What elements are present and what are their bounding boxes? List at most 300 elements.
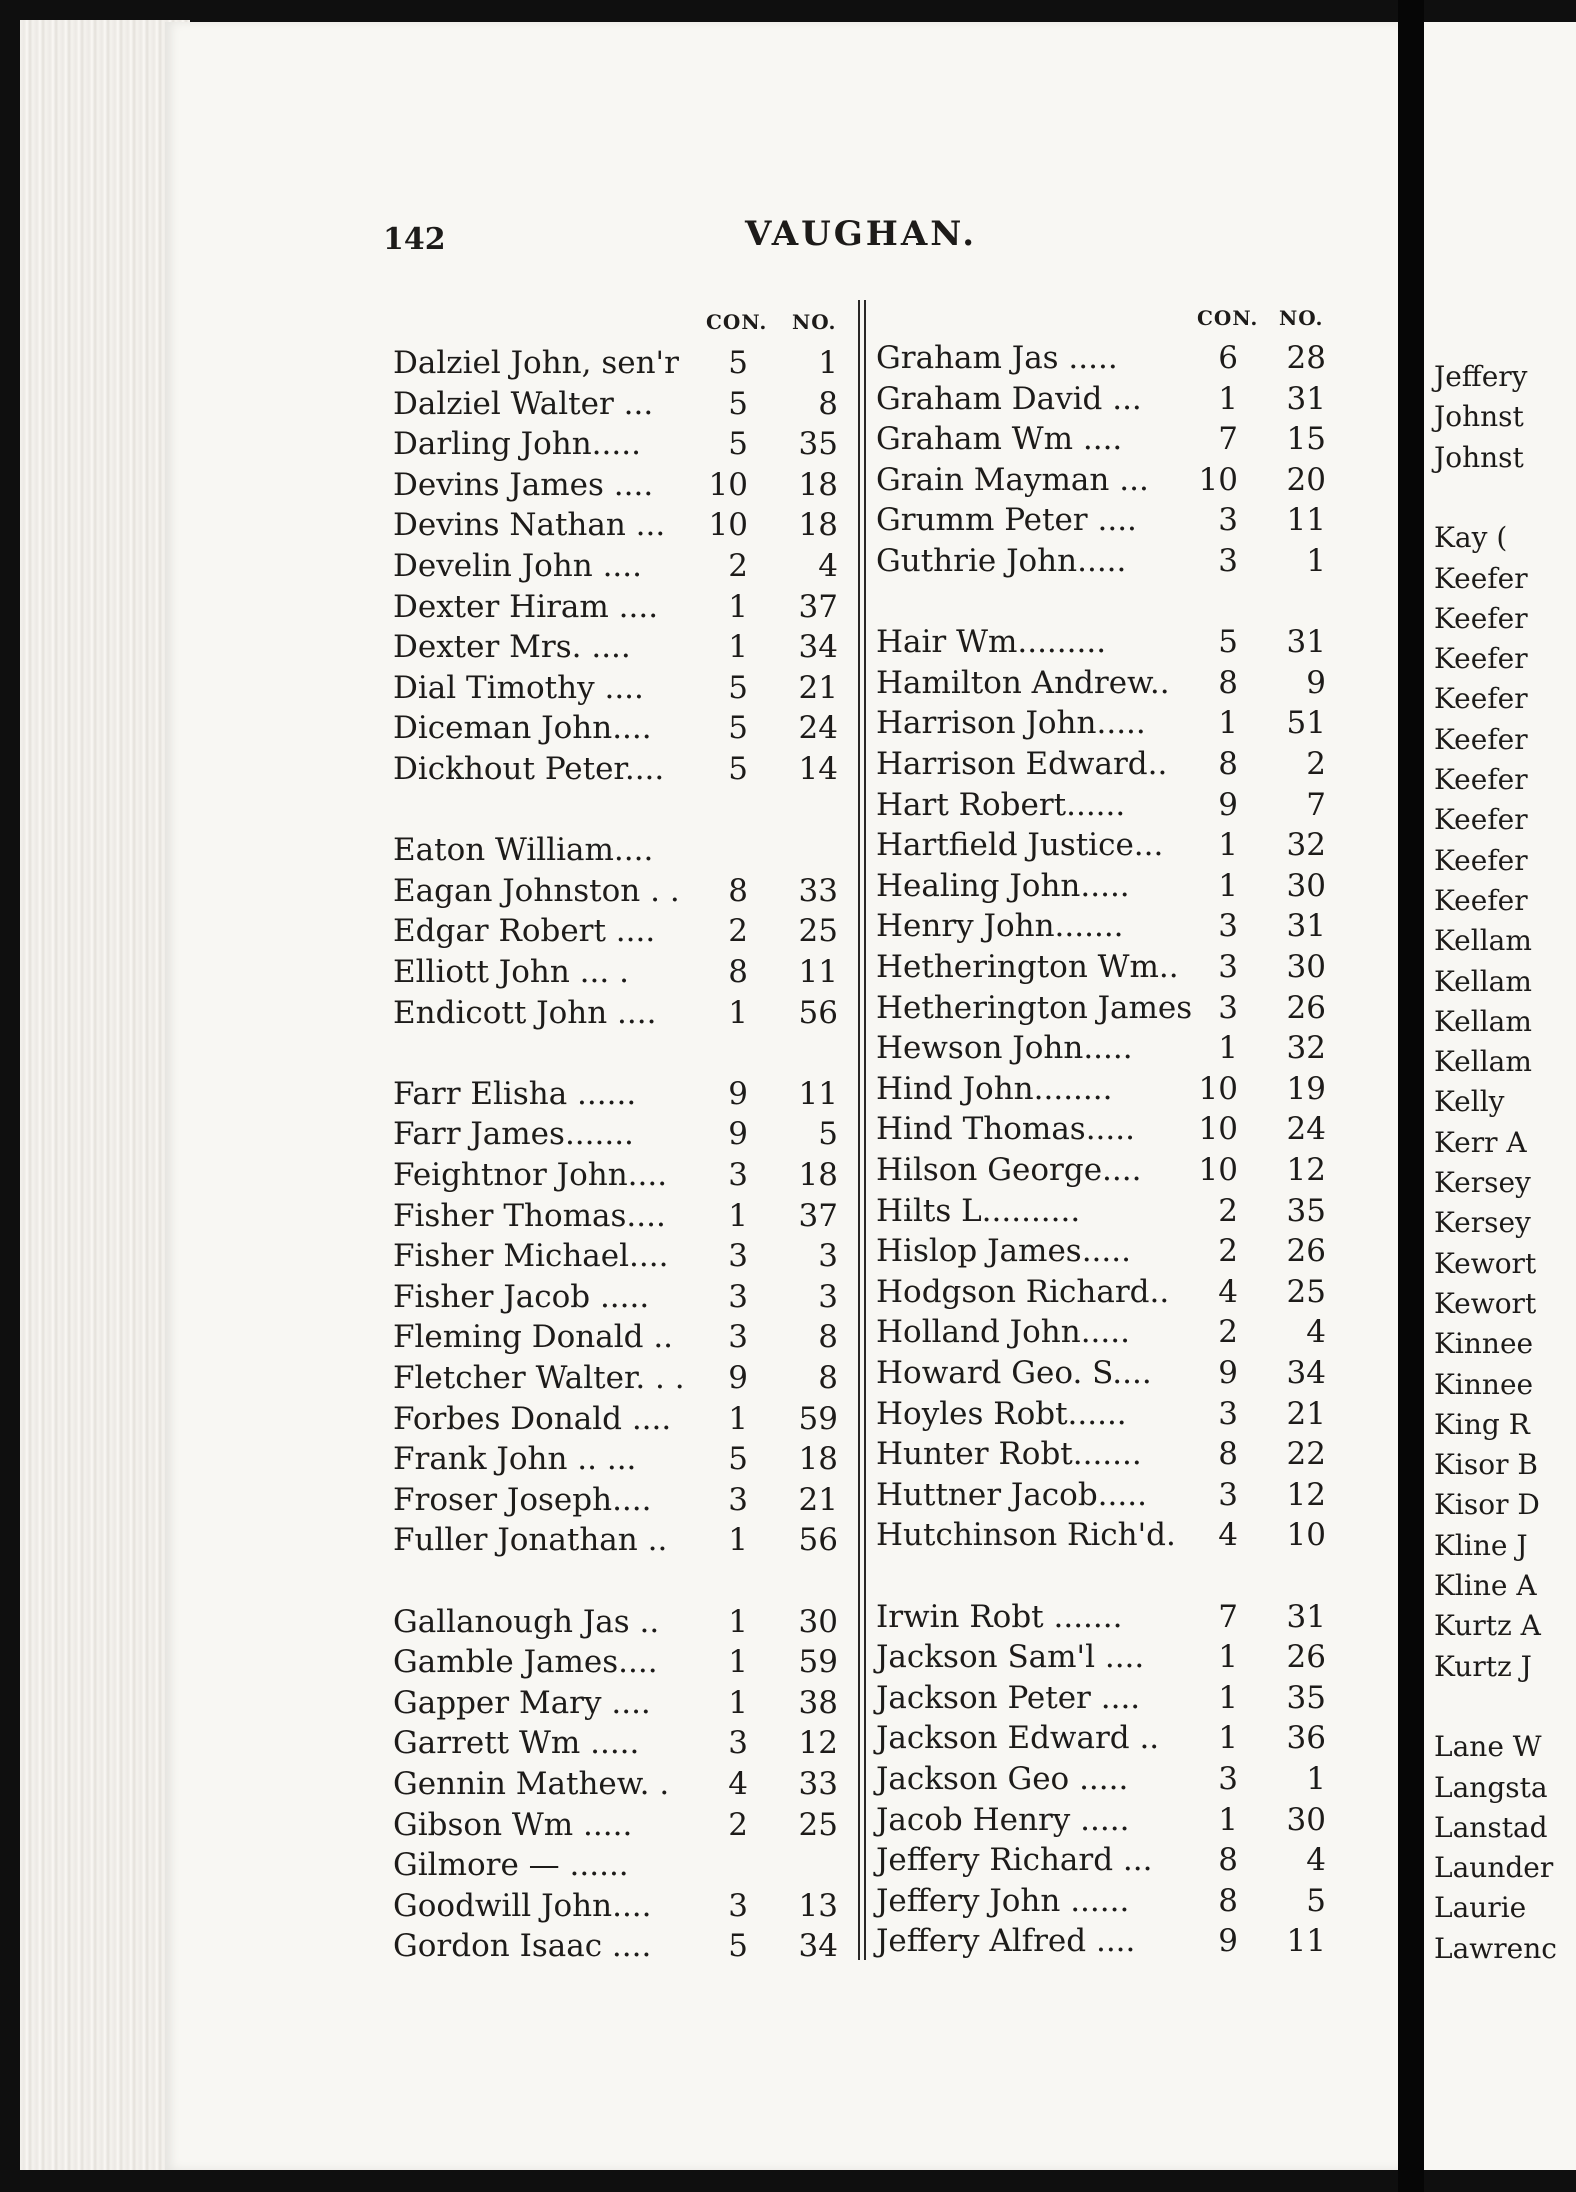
entry-lot-number: 1 [1306, 1761, 1326, 1797]
entry-lot-number: 32 [1286, 827, 1326, 864]
entry-lot-number: 4 [1306, 1314, 1326, 1351]
entry-name: Hamilton Andrew.. [876, 664, 1170, 701]
entry-name: Gapper Mary .... [393, 1684, 651, 1721]
entry-lot-number: 25 [798, 1806, 838, 1843]
entry-name: Irwin Robt ....... [876, 1598, 1123, 1635]
entry-lot-number: 24 [1286, 1111, 1326, 1148]
directory-entry [393, 1807, 838, 1847]
clipped-entry: Jeffery [1434, 360, 1528, 393]
directory-entry [876, 1680, 1326, 1720]
entry-lot-number: 1 [1306, 543, 1326, 579]
entry-name: Feightnor John.... [393, 1157, 668, 1193]
directory-entry [876, 502, 1326, 542]
directory-entry [876, 1842, 1326, 1882]
entry-concession: 3 [1218, 949, 1238, 985]
entry-concession: 8 [728, 872, 748, 909]
entry-concession: 8 [1218, 1842, 1238, 1879]
entry-name: Dexter Hiram .... [393, 588, 659, 625]
entry-lot-number: 59 [798, 1644, 838, 1681]
entry-lot-number: 30 [1286, 1801, 1326, 1838]
entry-concession: 5 [728, 751, 748, 787]
entry-lot-number: 1 [818, 345, 838, 381]
entry-lot-number: 32 [1286, 1030, 1326, 1067]
entry-concession: 2 [728, 913, 748, 950]
entry-name: Dalziel John, sen'r [393, 345, 679, 381]
entry-concession: 8 [1218, 1882, 1238, 1919]
entry-lot-number: 35 [1286, 1192, 1326, 1229]
entry-concession: 1 [1218, 705, 1238, 742]
directory-entry [876, 990, 1326, 1030]
entry-name: Dial Timothy .... [393, 669, 644, 706]
entry-concession: 9 [1218, 786, 1238, 823]
right-page-clipped [1424, 22, 1576, 2170]
entry-lot-number: 11 [798, 1075, 838, 1112]
entry-name: Hilts L.......... [876, 1192, 1081, 1229]
clipped-entry: Kisor B [1434, 1448, 1538, 1482]
entry-concession: 4 [728, 1766, 748, 1802]
directory-entry [876, 1396, 1326, 1436]
directory-entry [393, 1441, 838, 1481]
entry-concession: 3 [728, 1319, 748, 1356]
entry-concession: 2 [1218, 1192, 1238, 1229]
clipped-entry: Kurtz A [1434, 1609, 1541, 1643]
entry-lot-number: 2 [1306, 746, 1326, 782]
entry-concession: 10 [1198, 1152, 1238, 1188]
entry-name: Froser Joseph.... [393, 1481, 652, 1518]
entry-concession: 8 [728, 954, 748, 990]
entry-lot-number: 3 [818, 1238, 838, 1275]
entry-name: Fleming Donald .. [393, 1319, 674, 1356]
entry-name: Hind John........ [876, 1070, 1113, 1107]
directory-entry [876, 1314, 1326, 1354]
entry-lot-number: 33 [798, 872, 838, 909]
entry-lot-number: 56 [798, 1522, 838, 1559]
clipped-entry: Kline A [1434, 1569, 1537, 1602]
entry-concession: 3 [1218, 1395, 1238, 1432]
clipped-entry: Kinnee [1434, 1367, 1534, 1401]
entry-concession: 8 [1218, 664, 1238, 701]
directory-entry [393, 1766, 838, 1806]
entry-lot-number: 30 [1286, 949, 1326, 985]
directory-entry [876, 543, 1326, 583]
entry-name: Hodgson Richard.. [876, 1273, 1170, 1310]
directory-entry [393, 670, 838, 710]
entry-name: Elliott John ... . [393, 954, 629, 990]
directory-entry [876, 421, 1326, 461]
column-rule [858, 300, 860, 1960]
entry-lot-number: 14 [798, 751, 838, 787]
entry-lot-number: 8 [818, 385, 838, 422]
entry-name: Healing John..... [876, 867, 1130, 904]
entry-lot-number: 34 [798, 1928, 838, 1965]
entry-lot-number: 3 [818, 1278, 838, 1315]
entry-name: Gamble James.... [393, 1644, 658, 1681]
entry-lot-number: 21 [798, 669, 838, 706]
entry-lot-number: 21 [1286, 1395, 1326, 1432]
entry-name: Hetherington James [876, 989, 1193, 1026]
entry-lot-number: 4 [1306, 1842, 1326, 1879]
clipped-entry: Kellam [1434, 924, 1532, 958]
entry-concession: 3 [728, 1238, 748, 1275]
entry-lot-number: 11 [1286, 502, 1326, 539]
entry-lot-number: 13 [798, 1887, 838, 1924]
entry-name: Graham Jas ..... [876, 340, 1118, 376]
entry-name: Eagan Johnston . . [393, 872, 680, 909]
clipped-entry: Kewort [1434, 1286, 1537, 1320]
entry-concession: 1 [728, 1197, 748, 1234]
directory-entry [393, 589, 838, 629]
directory-entry [393, 1644, 838, 1684]
directory-entry [393, 1360, 838, 1400]
clipped-entry: Keefer [1434, 883, 1528, 917]
con-header: CON. [706, 310, 768, 334]
directory-entry [393, 913, 838, 953]
directory-entry [876, 1355, 1326, 1395]
entry-lot-number: 31 [1286, 624, 1326, 661]
entry-concession: 10 [1198, 461, 1238, 498]
entry-concession: 7 [1218, 1598, 1238, 1635]
con-header: CON. [1197, 306, 1259, 330]
book-gutter [1398, 0, 1424, 2192]
entry-concession: 5 [728, 710, 748, 747]
entry-name: Gordon Isaac .... [393, 1928, 652, 1965]
entry-name: Diceman John.... [393, 710, 652, 747]
entry-name: Hind Thomas..... [876, 1111, 1135, 1148]
clipped-entry: Kersey [1434, 1166, 1531, 1199]
entry-name: Jackson Edward .. [876, 1720, 1160, 1757]
clipped-entry: Kellam [1434, 964, 1532, 998]
entry-concession: 3 [1218, 502, 1238, 539]
clipped-entry: Kline J [1434, 1528, 1528, 1562]
entry-name: Gallanough Jas .. [393, 1603, 660, 1640]
clipped-entry: Keefer [1434, 803, 1528, 837]
entry-concession: 10 [1198, 1070, 1238, 1107]
directory-entry [876, 1477, 1326, 1517]
entry-concession: 9 [728, 1360, 748, 1396]
directory-entry [393, 467, 838, 507]
entry-concession: 3 [1218, 989, 1238, 1026]
entry-concession: 1 [1218, 1801, 1238, 1838]
clipped-entry: Keefer [1434, 642, 1528, 676]
entry-concession: 1 [728, 629, 748, 666]
entry-lot-number: 8 [818, 1360, 838, 1396]
entry-concession: 9 [728, 1075, 748, 1112]
entry-lot-number: 5 [1306, 1882, 1326, 1919]
entry-concession: 3 [728, 1887, 748, 1924]
entry-concession: 1 [728, 1684, 748, 1721]
directory-entry [876, 1193, 1326, 1233]
directory-entry [876, 787, 1326, 827]
directory-entry [393, 1157, 838, 1197]
directory-entry [876, 827, 1326, 867]
entry-name: Hair Wm......... [876, 624, 1107, 661]
clipped-entry: Keefer [1434, 601, 1528, 635]
entry-lot-number: 51 [1286, 705, 1326, 742]
entry-lot-number: 25 [1286, 1273, 1326, 1310]
entry-lot-number: 35 [1286, 1679, 1326, 1716]
column-rule [864, 300, 866, 1960]
entry-name: Dickhout Peter.... [393, 751, 665, 787]
clipped-entry: Kinnee [1434, 1327, 1534, 1361]
no-header: NO. [792, 310, 837, 334]
directory-entry [393, 1888, 838, 1928]
entry-concession: 2 [728, 1806, 748, 1843]
entry-lot-number: 18 [798, 507, 838, 544]
entry-concession: 5 [728, 669, 748, 706]
entry-concession: 3 [728, 1481, 748, 1518]
directory-entry [876, 381, 1326, 421]
entry-concession: 1 [728, 1400, 748, 1437]
directory-entry [393, 548, 838, 588]
entry-lot-number: 18 [798, 1157, 838, 1193]
entry-name: Jackson Sam'l .... [876, 1639, 1145, 1676]
entry-lot-number: 8 [818, 1319, 838, 1356]
entry-lot-number: 12 [798, 1725, 838, 1762]
entry-name: Guthrie John..... [876, 543, 1127, 579]
directory-entry [876, 1152, 1326, 1192]
directory-entry [393, 1604, 838, 1644]
clipped-entry: Kurtz J [1434, 1649, 1532, 1683]
entry-lot-number: 28 [1286, 340, 1326, 376]
entry-name: Jackson Peter .... [876, 1679, 1141, 1716]
entry-lot-number: 37 [798, 1197, 838, 1234]
entry-concession: 3 [1218, 543, 1238, 579]
entry-lot-number: 34 [798, 629, 838, 666]
entry-concession: 1 [1218, 380, 1238, 417]
directory-entry [876, 1517, 1326, 1557]
clipped-entry: Keefer [1434, 763, 1528, 796]
entry-lot-number: 26 [1286, 1233, 1326, 1270]
clipped-entry: Lanstad [1434, 1810, 1548, 1844]
entry-concession: 1 [1218, 1639, 1238, 1676]
entry-concession: 4 [1218, 1273, 1238, 1310]
entry-lot-number: 11 [1286, 1923, 1326, 1960]
directory-entry [393, 1847, 838, 1887]
entry-name: Hoyles Robt...... [876, 1395, 1127, 1432]
directory-entry [393, 345, 838, 385]
directory-entry [876, 1599, 1326, 1639]
entry-name: Harrison Edward.. [876, 746, 1168, 782]
directory-entry [876, 868, 1326, 908]
directory-entry [876, 1802, 1326, 1842]
directory-entry [876, 705, 1326, 745]
directory-entry [393, 507, 838, 547]
entry-lot-number: 24 [798, 710, 838, 747]
entry-concession: 10 [1198, 1111, 1238, 1148]
entry-concession: 8 [1218, 746, 1238, 782]
entry-concession: 3 [1218, 908, 1238, 945]
directory-entry [393, 1725, 838, 1765]
directory-entry [393, 1401, 838, 1441]
entry-lot-number: 20 [1286, 461, 1326, 498]
directory-entry [393, 873, 838, 913]
entry-name: Hilson George.... [876, 1152, 1142, 1188]
entry-concession: 1 [728, 1603, 748, 1640]
entry-concession: 1 [728, 994, 748, 1031]
clipped-entry: Launder [1434, 1851, 1554, 1885]
entry-concession: 2 [1218, 1314, 1238, 1351]
directory-entry [393, 1076, 838, 1116]
entry-lot-number: 31 [1286, 908, 1326, 945]
no-header: NO. [1279, 306, 1324, 330]
directory-entry [393, 1482, 838, 1522]
entry-name: Henry John....... [876, 908, 1124, 945]
entry-name: Fisher Thomas.... [393, 1197, 666, 1234]
clipped-entry: Kay ( [1434, 521, 1508, 555]
entry-lot-number: 35 [798, 426, 838, 463]
entry-concession: 2 [728, 548, 748, 584]
directory-entry [876, 1883, 1326, 1923]
clipped-entry: Kerr A [1434, 1125, 1527, 1159]
entry-lot-number: 7 [1306, 786, 1326, 823]
entry-concession: 3 [1218, 1761, 1238, 1797]
entry-lot-number: 38 [798, 1684, 838, 1721]
entry-lot-number: 26 [1286, 1639, 1326, 1676]
entry-name: Develin John .... [393, 548, 642, 584]
entry-name: Jacob Henry ..... [876, 1801, 1130, 1838]
directory-entry [876, 1030, 1326, 1070]
directory-entry [876, 746, 1326, 786]
entry-lot-number: 15 [1286, 421, 1326, 458]
clipped-entry: Kelly [1434, 1085, 1505, 1119]
entry-lot-number: 56 [798, 994, 838, 1031]
entry-name: Grain Mayman ... [876, 461, 1149, 498]
entry-name: Farr James....... [393, 1116, 634, 1153]
entry-concession: 9 [1218, 1355, 1238, 1391]
entry-name: Holland John..... [876, 1314, 1130, 1351]
directory-entry [876, 1233, 1326, 1273]
entry-concession: 3 [728, 1278, 748, 1315]
entry-lot-number: 22 [1286, 1436, 1326, 1473]
entry-concession: 5 [728, 1928, 748, 1965]
clipped-entry: Langsta [1434, 1770, 1548, 1804]
entry-lot-number: 30 [1286, 867, 1326, 904]
entry-name: Graham David ... [876, 380, 1142, 417]
entry-name: Hewson John..... [876, 1030, 1133, 1067]
entry-name: Dexter Mrs. .... [393, 629, 631, 666]
entry-lot-number: 30 [798, 1603, 838, 1640]
entry-lot-number: 18 [798, 466, 838, 503]
directory-entry [876, 1111, 1326, 1151]
entry-name: Harrison John..... [876, 705, 1146, 742]
directory-entry [393, 1238, 838, 1278]
directory-entry [393, 1685, 838, 1725]
entry-concession: 10 [708, 466, 748, 503]
entry-lot-number: 11 [798, 954, 838, 990]
entry-concession: 1 [1218, 827, 1238, 864]
directory-entry [393, 1279, 838, 1319]
entry-name: Endicott John .... [393, 994, 657, 1031]
entry-name: Devins Nathan ... [393, 507, 666, 544]
page-number: 142 [383, 222, 446, 257]
directory-entry [393, 1522, 838, 1562]
clipped-entry: Laurie [1434, 1891, 1527, 1925]
entry-lot-number: 5 [818, 1116, 838, 1153]
entry-name: Hetherington Wm.. [876, 949, 1179, 985]
entry-concession: 3 [728, 1725, 748, 1762]
entry-concession: 5 [728, 1441, 748, 1478]
entry-concession: 1 [728, 1644, 748, 1681]
entry-lot-number: 31 [1286, 1598, 1326, 1635]
entry-name: Grumm Peter .... [876, 502, 1137, 539]
entry-name: Fisher Michael.... [393, 1238, 669, 1275]
entry-name: Fletcher Walter. . . [393, 1360, 685, 1396]
entry-concession: 1 [1218, 1679, 1238, 1716]
entry-concession: 1 [1218, 1030, 1238, 1067]
directory-entry [393, 1319, 838, 1359]
clipped-entry: Lawrenc [1434, 1931, 1557, 1965]
entry-lot-number: 18 [798, 1441, 838, 1478]
entry-concession: 1 [1218, 1720, 1238, 1757]
entry-name: Gennin Mathew. . [393, 1766, 670, 1802]
directory-entry [393, 386, 838, 426]
entry-concession: 6 [1218, 340, 1238, 376]
entry-name: Huttner Jacob..... [876, 1476, 1147, 1513]
entry-name: Goodwill John.... [393, 1887, 652, 1924]
entry-concession: 7 [1218, 421, 1238, 458]
entry-lot-number: 36 [1286, 1720, 1326, 1757]
entry-name: Jeffery Richard ... [876, 1842, 1153, 1879]
clipped-entry: King R [1434, 1407, 1530, 1441]
directory-entry [876, 1720, 1326, 1760]
entry-concession: 1 [728, 588, 748, 625]
directory-entry [393, 995, 838, 1035]
entry-name: Graham Wm .... [876, 421, 1123, 458]
directory-entry [393, 751, 838, 791]
directory-entry [876, 908, 1326, 948]
directory-entry [876, 1761, 1326, 1801]
directory-entry [876, 1071, 1326, 1111]
entry-concession: 9 [728, 1116, 748, 1153]
entry-concession: 10 [708, 507, 748, 544]
entry-concession: 5 [728, 426, 748, 463]
entry-name: Howard Geo. S.... [876, 1355, 1152, 1391]
directory-entry [876, 665, 1326, 705]
directory-entry [393, 954, 838, 994]
entry-concession: 8 [1218, 1436, 1238, 1473]
entry-lot-number: 9 [1306, 664, 1326, 701]
clipped-entry: Johnst [1434, 400, 1524, 434]
entry-concession: 3 [728, 1157, 748, 1193]
directory-entry [876, 949, 1326, 989]
directory-entry [393, 832, 838, 872]
entry-name: Hislop James..... [876, 1233, 1131, 1270]
clipped-entry: Keefer [1434, 682, 1528, 716]
entry-lot-number: 10 [1286, 1517, 1326, 1554]
entry-lot-number: 26 [1286, 989, 1326, 1026]
entry-name: Gilmore — ...... [393, 1847, 629, 1884]
entry-lot-number: 21 [798, 1481, 838, 1518]
entry-name: Eaton William.... [393, 832, 654, 869]
clipped-entry: Keefer [1434, 722, 1528, 756]
entry-concession: 9 [1218, 1923, 1238, 1960]
directory-entry [876, 340, 1326, 380]
entry-lot-number: 19 [1286, 1070, 1326, 1107]
directory-entry [393, 1116, 838, 1156]
entry-concession: 2 [1218, 1233, 1238, 1270]
directory-entry [876, 624, 1326, 664]
entry-name: Garrett Wm ..... [393, 1725, 640, 1762]
entry-lot-number: 25 [798, 913, 838, 950]
entry-name: Hunter Robt....... [876, 1436, 1142, 1473]
entry-lot-number: 37 [798, 588, 838, 625]
directory-entry [393, 1928, 838, 1968]
directory-entry [876, 462, 1326, 502]
directory-entry [393, 1198, 838, 1238]
clipped-entry: Keefer [1434, 843, 1528, 877]
entry-name: Jackson Geo ..... [876, 1761, 1129, 1797]
directory-entry [393, 426, 838, 466]
